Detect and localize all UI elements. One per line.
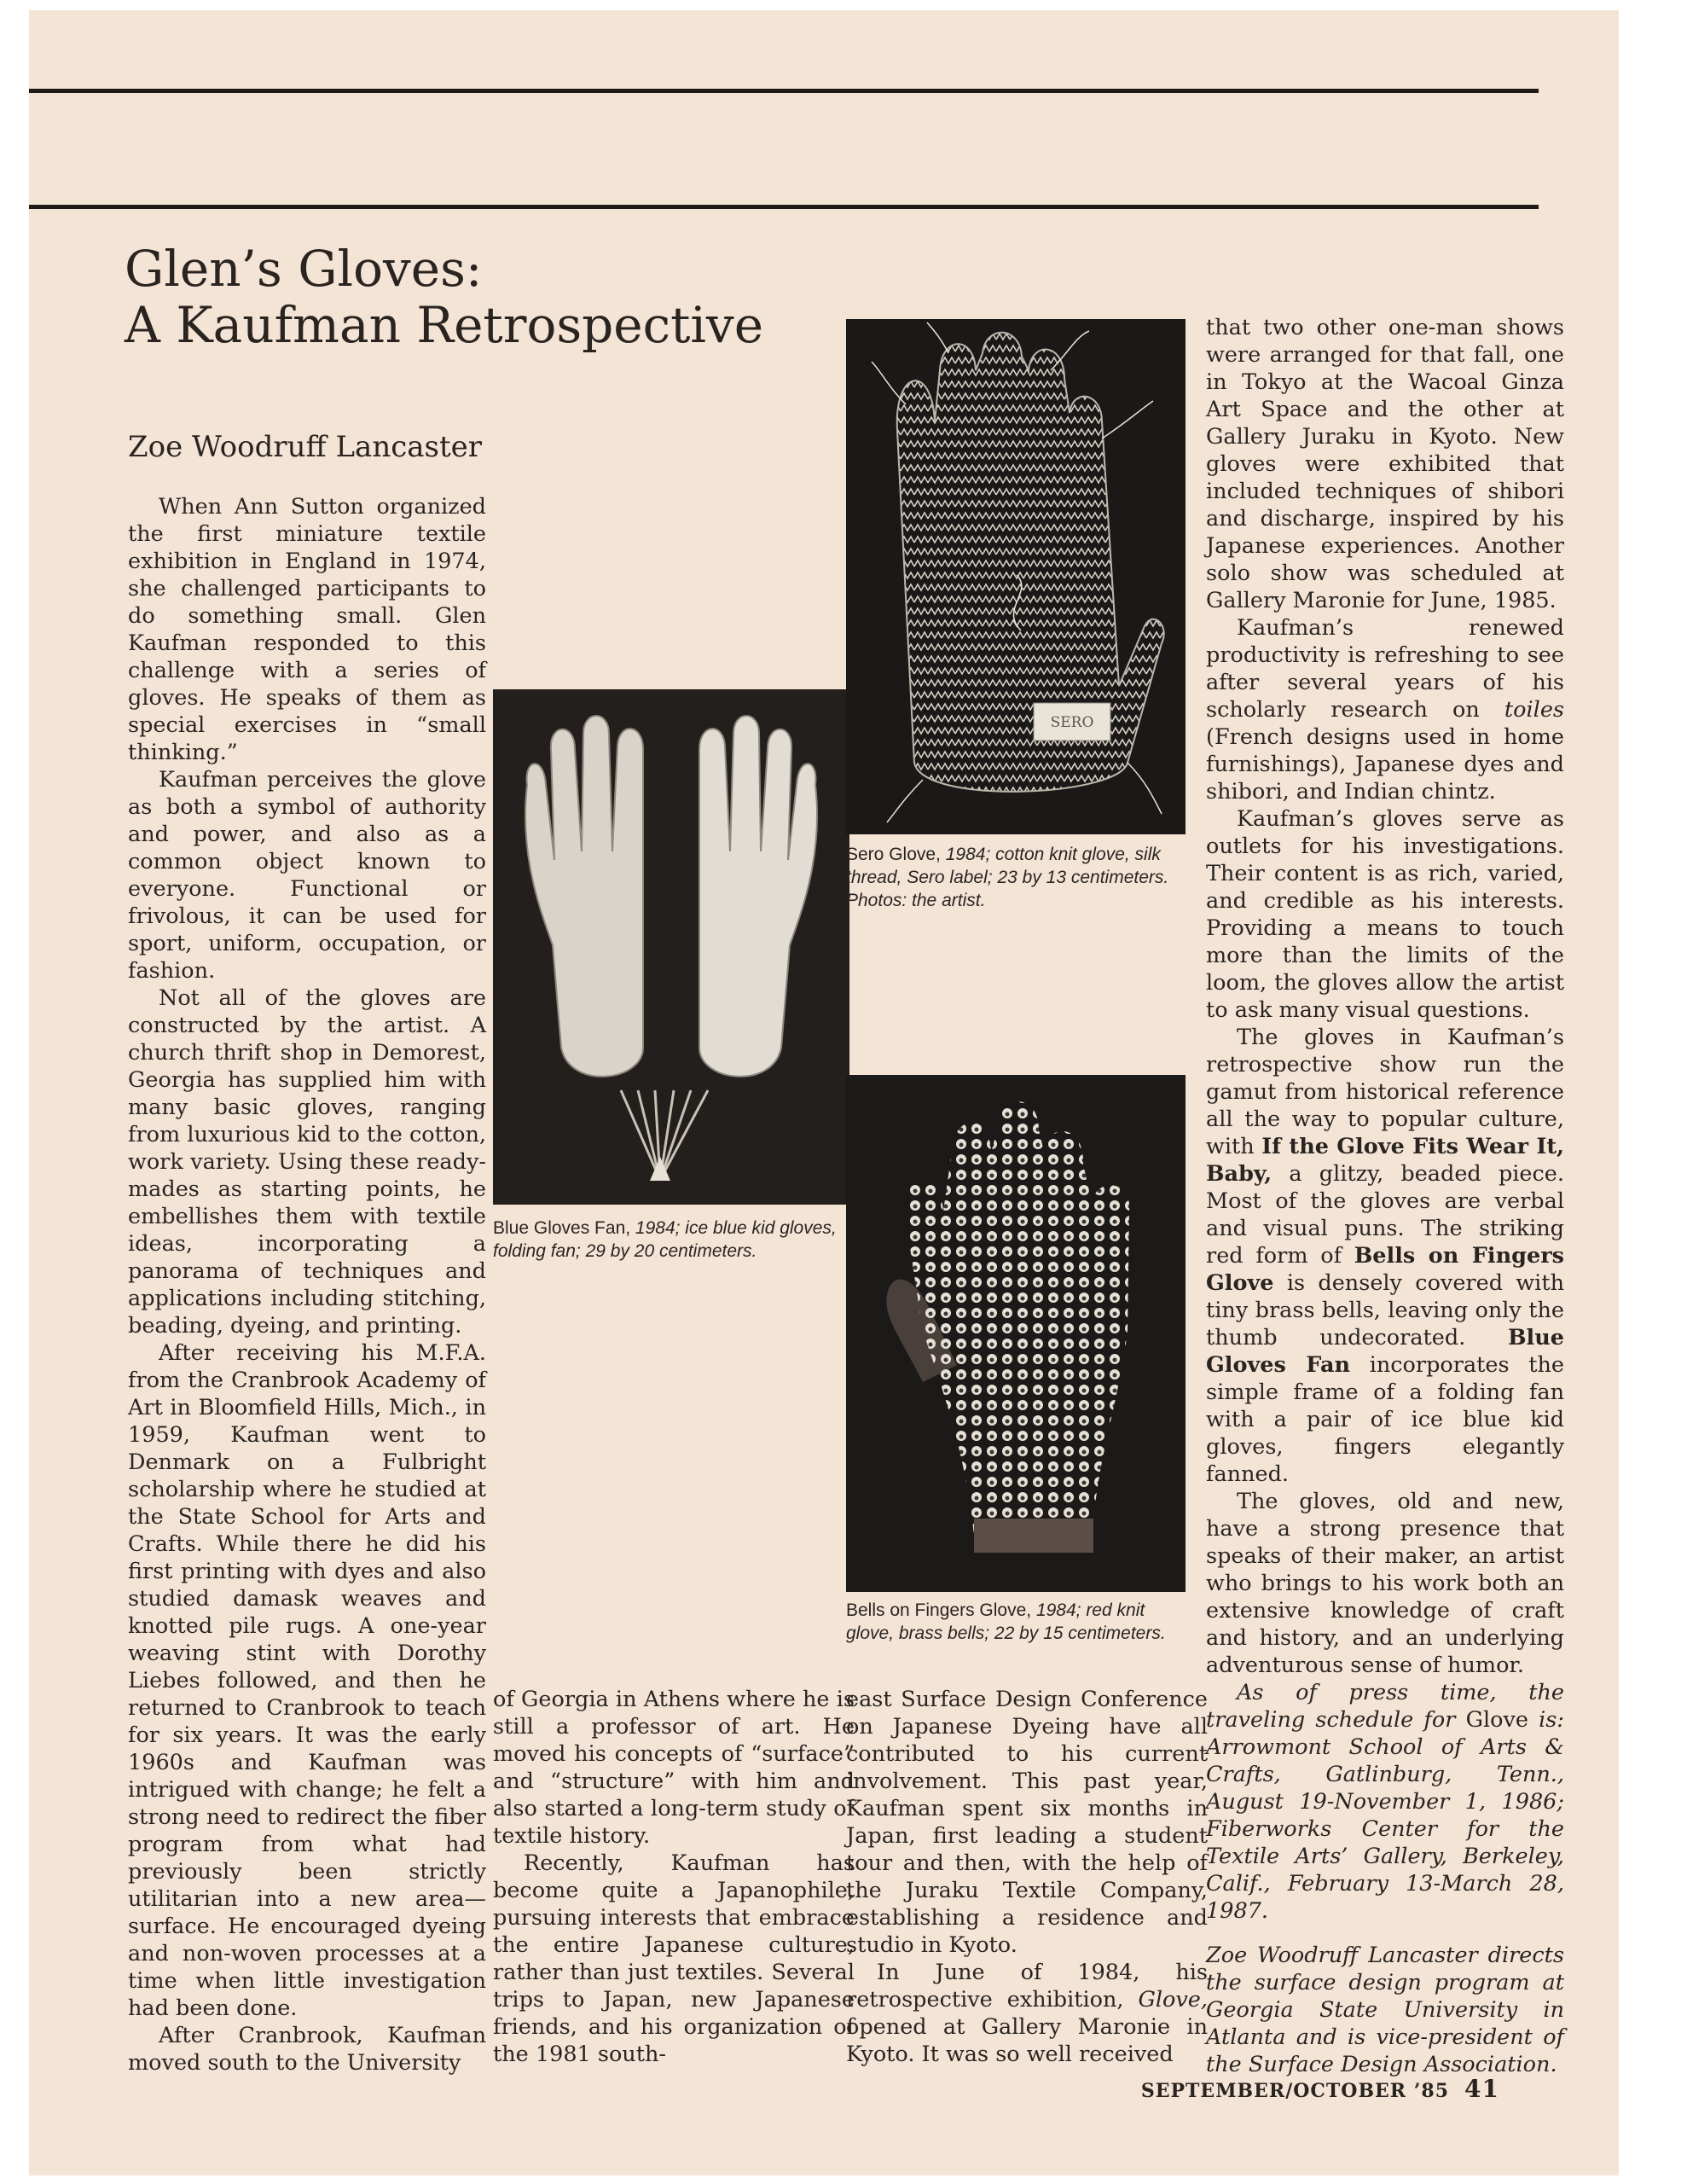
caption-detail: 1984; ice blue kid gloves, folding fan; 29 by 20 centimeters. bbox=[493, 1218, 837, 1261]
paragraph: Kaufman perceives the glove as both a symbol of authority and power, and also as a common object known to everyone. Functional or frivolous, it can be used for sport, uniform, occupation, or fashion. bbox=[128, 767, 486, 984]
italic-term: toiles bbox=[1504, 697, 1564, 723]
title-line-2: A Kaufman Retrospective bbox=[125, 296, 764, 354]
paragraph bbox=[1206, 1024, 1564, 1488]
caption-detail: 1984; cotton knit glove, silk thread, Sero label; 23 by 13 centimeters. Photos: the artist. bbox=[846, 845, 1169, 910]
byline: Zoe Woodruff Lancaster bbox=[128, 430, 483, 464]
text-run: As of press time, the traveling schedule for bbox=[1206, 1680, 1564, 1733]
text-column-2 bbox=[493, 1686, 855, 2068]
text-column-4 bbox=[1206, 314, 1564, 2078]
paragraph: Not all of the gloves are constructed by the artist. A church thrift shop in Demorest, Georgia has supplied him with many basic gloves, ranging from luxurious kid to the cotton, work variety. Using these ready-mades as starting points, he embellishes them with textile ideas, incorporating a panorama of techniques and applications including stitching, beading, dyeing, and printing. bbox=[128, 985, 486, 1339]
work-title: Blue Gloves Fan bbox=[1206, 1325, 1564, 1378]
sero-glove-photo bbox=[846, 319, 1186, 834]
caption-title: Sero Glove, bbox=[846, 845, 946, 864]
caption-title: Blue Gloves Fan, bbox=[493, 1218, 635, 1238]
paragraph: of Georgia in Athens where he is still a professor of art. He moved his concepts of “surface” and “structure” with him and also started a long-term study of textile history. bbox=[493, 1687, 855, 1849]
caption-detail: 1984; red knit glove, brass bells; 22 by 15 centimeters. bbox=[846, 1600, 1166, 1643]
paragraph bbox=[846, 1959, 1208, 2068]
text-run: Kaufman’s renewed productivity is refreshing to see after several years of his scholarly research on bbox=[1206, 615, 1564, 723]
paragraph: After receiving his M.F.A. from the Cranbrook Academy of Art in Bloomfield Hills, Mich., in 1959, Kaufman went to Denmark on a Fulbright scholarship where he studied at the State School for Arts and Crafts. While there he did his first printing with dyes and also studied damask weaves and knotted pile rugs. A one-year weaving stint with Dorothy Liebes followed, and then he returned to Cranbrook to teach for six years. It was the early 1960s and Kaufman was intrigued with change; he felt a strong need to redirect the fiber program from what had previously been strictly utilitarian into a new area—surface. He encouraged dyeing and non-woven processes at a time when little investigation had been done. bbox=[128, 1340, 486, 2021]
title-line-1: Glen’s Gloves: bbox=[125, 240, 483, 298]
header-rule bbox=[29, 205, 1539, 209]
page-footer bbox=[1141, 2075, 1499, 2103]
text-run: The gloves in Kaufman’s retrospective show run the gamut from historical reference all the way to popular culture, with bbox=[1206, 1025, 1564, 1159]
caption-title: Bells on Fingers Glove, bbox=[846, 1600, 1036, 1620]
schedule-note bbox=[1206, 1679, 1564, 1925]
text-run: incorporates the simple frame of a folding fan with a pair of ice blue kid gloves, fingers elegantly fanned. bbox=[1206, 1352, 1564, 1487]
text-run: In June of 1984, his retrospective exhibition, bbox=[846, 1960, 1208, 2013]
paragraph: After Cranbrook, Kaufman moved south to the University bbox=[128, 2023, 486, 2076]
paragraph bbox=[1206, 614, 1564, 805]
sero-label-text: SERO bbox=[1050, 714, 1094, 731]
paragraph: that two other one-man shows were arranged for that fall, one in Tokyo at the Wacoal Ginza Art Space and the other at Gallery Juraku in Kyoto. New gloves were exhibited that included techniques of shibori and discharge, inspired by his Japanese experiences. Another solo show was scheduled at Gallery Maronie for June, 1985. bbox=[1206, 315, 1564, 613]
page-number: 41 bbox=[1464, 2075, 1499, 2103]
text-run: is: Arrowmont School of Arts & Crafts, Gatlinburg, Tenn., August 19-November 1, 1986; Fiberworks Center for the Textile Arts’ Gallery, Berkeley, Calif., February 13-March 28, 1987. bbox=[1206, 1707, 1564, 1924]
author-bio: Zoe Woodruff Lancaster directs the surface design program at Georgia State University in Atlanta and is vice-president of the Surface Design Association. bbox=[1206, 1943, 1564, 2077]
paragraph: Recently, Kaufman has become quite a Japanophile, pursuing interests that embrace the entire Japanese culture, rather than just textiles. Several trips to Japan, new Japanese friends, and his organization of the 1981 south- bbox=[493, 1850, 855, 2067]
caption-blue-gloves-fan bbox=[493, 1217, 851, 1263]
exhibition-title: Glove, bbox=[1138, 1987, 1208, 2013]
bells-on-fingers-glove-photo bbox=[846, 1075, 1186, 1592]
work-title: If the Glove Fits Wear It, Baby, bbox=[1206, 1134, 1564, 1187]
text-run: is densely covered with tiny brass bells, leaving only the thumb undecorated. bbox=[1206, 1270, 1564, 1350]
text-column-1 bbox=[128, 493, 486, 2077]
blue-gloves-fan-photo bbox=[493, 689, 849, 1205]
paragraph: Kaufman’s gloves serve as outlets for his investigations. Their content is as rich, varied, and credible as his interests. Providing a means to touch more than the limits of the loom, the gloves allow the artist to ask many visual questions. bbox=[1206, 806, 1564, 1023]
exhibition-title: Glove bbox=[1465, 1707, 1528, 1733]
sero-glove-image bbox=[846, 319, 1186, 834]
top-rule bbox=[29, 89, 1539, 93]
bells-glove-image bbox=[846, 1075, 1186, 1592]
text-run: a glitzy, beaded piece. Most of the gloves are verbal and visual puns. The striking red form of bbox=[1206, 1161, 1564, 1269]
text-run: opened at Gallery Maronie in Kyoto. It was so well received bbox=[846, 2014, 1208, 2067]
issue-date: SEPTEMBER/OCTOBER ’85 bbox=[1140, 2080, 1450, 2102]
caption-bells-glove bbox=[846, 1599, 1187, 1645]
paragraph: When Ann Sutton organized the first miniature textile exhibition in England in 1974, she challenged participants to do something small. Glen Kaufman responded to this challenge with a series of gloves. He speaks of them as special exercises in “small thinking.” bbox=[128, 494, 486, 765]
work-title: Bells on Fingers Glove bbox=[1206, 1243, 1564, 1296]
paragraph: The gloves, old and new, have a strong presence that speaks of their maker, an artist who brings to his work both an extensive knowledge of craft and history, and an underlying adventurous sense of humor. bbox=[1206, 1489, 1564, 1678]
text-column-3 bbox=[846, 1686, 1208, 2068]
blue-gloves-fan-image bbox=[493, 689, 849, 1205]
magazine-page bbox=[29, 10, 1619, 2175]
text-run: (French designs used in home furnishings), Japanese dyes and shibori, and Indian chintz. bbox=[1206, 724, 1564, 804]
glove-cuff bbox=[974, 1519, 1093, 1553]
caption-sero-glove bbox=[846, 843, 1187, 912]
paragraph: east Surface Design Conference on Japanese Dyeing have all contributed to his current involvement. This past year, Kaufman spent six months in Japan, first leading a student tour and then, with the help of the Juraku Textile Company, establishing a residence and studio in Kyoto. bbox=[846, 1687, 1208, 1958]
article-title bbox=[125, 241, 773, 353]
